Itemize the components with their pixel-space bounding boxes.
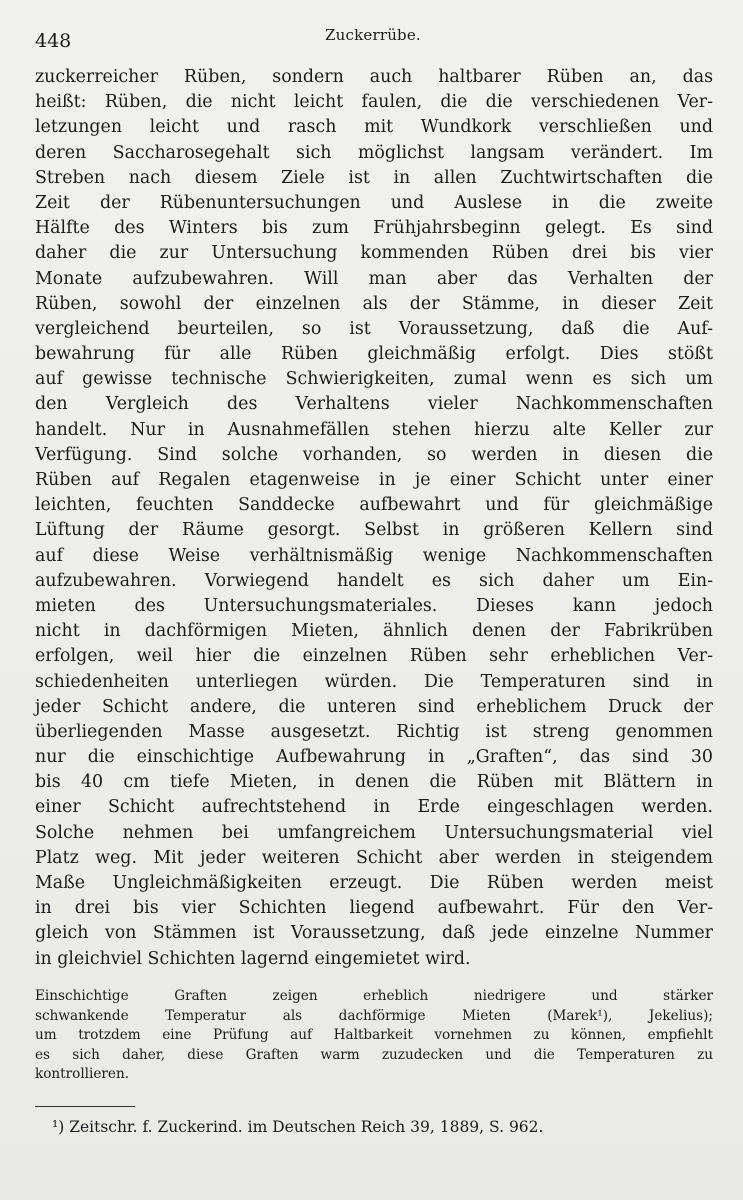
text-line: heißt: Rüben, die nicht leicht faulen, die die verschiedenen Ver- xyxy=(35,92,713,113)
text-line: Rüben, sowohl der einzelnen als der Stämme, in dieser Zeit xyxy=(35,293,713,314)
text-line: handelt. Nur in Ausnahmefällen stehen hierzu alte Keller zur xyxy=(35,419,713,440)
text-line: Lüftung der Räume gesorgt. Selbst in größeren Kellern sind xyxy=(35,520,713,541)
text-line: in drei bis vier Schichten liegend aufbewahrt. Für den Ver- xyxy=(35,898,713,919)
text-line: mieten des Untersuchungsmateriales. Dieses kann jedoch xyxy=(35,595,713,616)
text-line: einer Schicht aufrechtstehend in Erde eingeschlagen werden. xyxy=(35,797,713,818)
text-line: Maße Ungleichmäßigkeiten erzeugt. Die Rüben werden meist xyxy=(35,873,713,893)
page-header xyxy=(35,22,708,52)
small-text-line: Einschichtige Graften zeigen erheblich niedrigere und stärker xyxy=(35,988,713,1004)
text-line: Streben nach diesem Ziele ist in allen Zuchtwirtschaften die xyxy=(35,167,713,188)
text-line: vergleichend beurteilen, so ist Voraussetzung, daß die Auf- xyxy=(35,318,713,339)
text-line: in gleichviel Schichten lagernd eingemietet wird. xyxy=(35,948,471,969)
text-line: Monate aufzubewahren. Will man aber das Verhalten der xyxy=(35,268,713,289)
text-line: bis 40 cm tiefe Mieten, in denen die Rüben mit Blättern in xyxy=(35,772,713,793)
text-line: bewahrung für alle Rüben gleichmäßig erfolgt. Dies stößt xyxy=(35,344,713,365)
text-line: nicht in dachförmigen Mieten, ähnlich denen der Fabrikrüben xyxy=(35,621,713,642)
text-line: den Vergleich des Verhaltens vieler Nachkommenschaften xyxy=(35,394,713,415)
text-line: Rüben auf Regalen etagenweise in je einer Schicht unter einer xyxy=(35,470,713,490)
small-text-line: kontrollieren. xyxy=(35,1066,130,1083)
text-line: Verfügung. Sind solche vorhanden, so werden in diesen die xyxy=(35,444,713,465)
text-line: nur die einschichtige Aufbewahrung in „Graften“, das sind 30 xyxy=(35,747,713,768)
text-line: erfolgen, weil hier die einzelnen Rüben sehr erheblichen Ver- xyxy=(35,646,713,667)
text-line: Platz weg. Mit jeder weiteren Schicht aber werden in steigendem xyxy=(35,847,713,868)
small-text-line: schwankende Temperatur als dachförmige Mieten (Marek¹), Jekelius); xyxy=(35,1007,713,1024)
footnote: ¹) Zeitschr. f. Zuckerind. im Deutschen Reich 39, 1889, S. 962. xyxy=(52,1118,544,1136)
small-text-line: es sich daher, diese Graften warm zuzudecken und die Temperaturen zu xyxy=(35,1046,713,1063)
text-line: Solche nehmen bei umfangreichem Untersuchungsmaterial viel xyxy=(35,822,713,843)
text-line: letzungen leicht und rasch mit Wundkork verschließen und xyxy=(35,117,713,138)
running-title: Zuckerrübe. xyxy=(325,26,421,44)
text-line: deren Saccharosegehalt sich möglichst langsam verändert. Im xyxy=(35,142,713,163)
text-line: jeder Schicht andere, die unteren sind erheblichem Druck der xyxy=(35,696,713,717)
footnote-divider xyxy=(35,1106,135,1107)
text-line: gleich von Stämmen ist Voraussetzung, daß jede einzelne Nummer xyxy=(35,923,713,944)
text-line: Zeit der Rübenuntersuchungen und Auslese in die zweite xyxy=(35,192,713,213)
text-line: schiedenheiten unterliegen würden. Die Temperaturen sind in xyxy=(35,671,713,692)
text-line: Hälfte des Winters bis zum Frühjahrsbeginn gelegt. Es sind xyxy=(35,218,713,239)
text-line: aufzubewahren. Vorwiegend handelt es sich daher um Ein- xyxy=(35,570,713,591)
text-line: zuckerreicher Rüben, sondern auch haltbarer Rüben an, das xyxy=(35,67,713,87)
text-line: auf diese Weise verhältnismäßig wenige Nachkommenschaften xyxy=(35,545,713,566)
small-print-paragraph xyxy=(35,987,713,1085)
text-line: überliegenden Masse ausgesetzt. Richtig ist streng genommen xyxy=(35,721,713,742)
page-number: 448 xyxy=(35,30,72,52)
text-line: daher die zur Untersuchung kommenden Rüben drei bis vier xyxy=(35,243,713,264)
text-line: auf gewisse technische Schwierigkeiten, zumal wenn es sich um xyxy=(35,369,713,390)
text-line: leichten, feuchten Sanddecke aufbewahrt und für gleichmäßige xyxy=(35,495,713,516)
main-paragraph xyxy=(35,65,713,972)
small-text-line: um trotzdem eine Prüfung auf Haltbarkeit vornehmen zu können, empfiehlt xyxy=(35,1027,713,1044)
